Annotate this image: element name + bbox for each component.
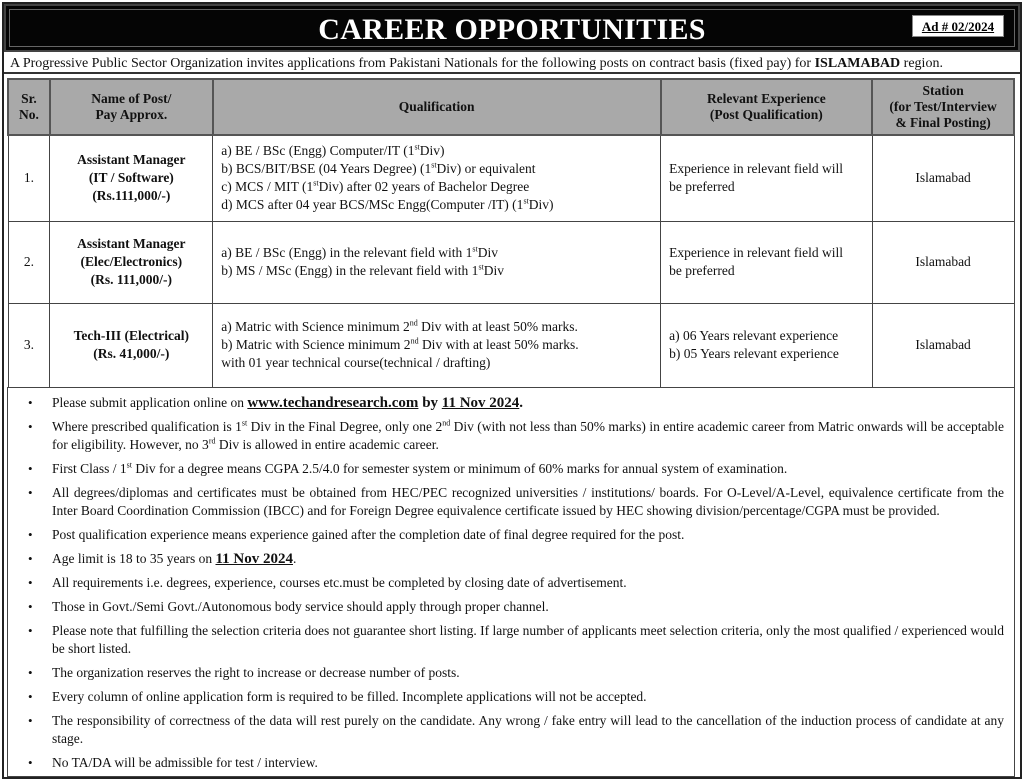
cell-sr: 2. xyxy=(8,221,50,303)
note-requirements: • All requirements i.e. degrees, experience, courses etc.must be completed by closing date of advertisement. xyxy=(28,575,627,590)
header-post: Name of Post/ Pay Approx. xyxy=(50,79,213,135)
bullet-icon: • xyxy=(28,665,33,680)
bullet-icon: • xyxy=(28,551,33,566)
intro-text xyxy=(4,54,1020,74)
intro-region: ISLAMABAD xyxy=(814,56,901,71)
jobs-table xyxy=(7,78,1015,388)
cell-station: Islamabad xyxy=(872,221,1014,303)
note-age-limit: • Age limit is 18 to 35 years on 11 Nov 2024. xyxy=(28,551,297,567)
note-application-form: • Every column of online application form is required to be filled. Incomplete applications will not be accepted. xyxy=(28,689,647,704)
cell-sr: 1. xyxy=(8,135,50,221)
note-responsibility: • The responsibility of correctness of the data will rest purely on the candidate. Any wrong / fake entry will lead to the cancellation of the induction process of candidate at any stage. xyxy=(28,713,1004,746)
age-limit-date: 11 Nov 2024 xyxy=(215,551,293,567)
bullet-icon: • xyxy=(28,461,33,476)
bullet-icon: • xyxy=(28,527,33,542)
cell-experience: a) 06 Years relevant experience b) 05 Years relevant experience xyxy=(661,303,873,387)
note-post-qualification: • Post qualification experience means experience gained after the completion date of final degree required for the post. xyxy=(28,527,685,542)
cell-qualification: a) BE / BSc (Engg) Computer/IT (1stDiv) b) BCS/BIT/BSE (04 Years Degree) (1stDiv) or equivalent c) MCS / MIT (1stDiv) after 02 years of Bachelor Degree d) MCS after 04 year BCS/MSc Engg(Computer /IT) (1stDiv) xyxy=(213,135,661,221)
note-submit-online: • Please submit application online on www.techandresearch.com by 11 Nov 2024. xyxy=(28,395,524,411)
cell-qualification: a) Matric with Science minimum 2nd Div with at least 50% marks. b) Matric with Science minimum 2nd Div with at least 50% marks. with 01 year technical course(technical / drafting) xyxy=(213,303,661,387)
cell-experience: Experience in relevant field will be preferred xyxy=(661,135,873,221)
bullet-icon: • xyxy=(28,419,33,434)
note-degrees: • All degrees/diplomas and certificates must be obtained from HEC/PEC recognized universities / institutions/ boards. For O-Level/A-Level, equivalence certificate from the Inter Board Coordination Commission (IBCC) and for Foreign Degree equivalence certificate issued by HEC showing division/percentage/CGPA must be provided. xyxy=(28,485,1004,518)
note-division-rule: • Where prescribed qualification is 1st Div in the Final Degree, only one 2nd Div (with not less than 50% marks) in entire academic career from Matric onwards will be acceptable for eligibility. However, no 3rd Div is allowed in entire academic career. xyxy=(28,418,1004,452)
header-sr: Sr. No. xyxy=(8,79,50,135)
bullet-icon: • xyxy=(28,689,33,704)
cell-experience: Experience in relevant field will be preferred xyxy=(661,221,873,303)
ad-number-badge: Ad # 02/2024 xyxy=(912,15,1004,37)
deadline-date: 11 Nov 2024 xyxy=(441,395,520,411)
cell-post: Assistant Manager (IT / Software) (Rs.111,000/-) xyxy=(50,135,213,221)
header-experience: Relevant Experience (Post Qualification) xyxy=(661,79,873,135)
note-first-class: • First Class / 1st Div for a degree means CGPA 2.5/4.0 for semester system or minimum of 60% marks for annual system of examination. xyxy=(28,460,788,476)
notes-section xyxy=(7,387,1015,777)
table-row xyxy=(8,303,1014,387)
table-header-row xyxy=(8,79,1014,135)
cell-sr: 3. xyxy=(8,303,50,387)
note-ta-da: • No TA/DA will be admissible for test / interview. xyxy=(28,755,318,770)
advertisement xyxy=(2,2,1022,779)
header-qualification: Qualification xyxy=(213,79,661,135)
bullet-icon: • xyxy=(28,599,33,614)
cell-post: Tech-III (Electrical) (Rs. 41,000/-) xyxy=(50,303,213,387)
website-link[interactable]: www.techandresearch.com xyxy=(247,395,419,411)
page-title: CAREER OPPORTUNITIES xyxy=(318,13,706,46)
bullet-icon: • xyxy=(28,623,33,638)
note-short-listing: • Please note that fulfilling the selection criteria does not guarantee short listing. If large number of applicants meet selection criteria, only the most qualified / experienced would be short listed. xyxy=(28,623,1004,656)
table-row xyxy=(8,221,1014,303)
bullet-icon: • xyxy=(28,575,33,590)
intro-text-after: region. xyxy=(900,56,943,71)
bullet-icon: • xyxy=(28,755,33,770)
cell-qualification: a) BE / BSc (Engg) in the relevant field with 1stDiv b) MS / MSc (Engg) in the relevant field with 1stDiv xyxy=(213,221,661,303)
intro-text-before: A Progressive Public Sector Organization invites applications from Pakistani Nationals for the following posts on contract basis (fixed pay) for xyxy=(10,56,815,71)
cell-station: Islamabad xyxy=(872,135,1014,221)
bullet-icon: • xyxy=(28,395,33,410)
note-number-of-posts: • The organization reserves the right to increase or decrease number of posts. xyxy=(28,665,460,680)
cell-station: Islamabad xyxy=(872,303,1014,387)
bullet-icon: • xyxy=(28,485,33,500)
bullet-icon: • xyxy=(28,713,33,728)
banner xyxy=(4,4,1020,52)
cell-post: Assistant Manager (Elec/Electronics) (Rs. 111,000/-) xyxy=(50,221,213,303)
note-govt-service: • Those in Govt./Semi Govt./Autonomous body service should apply through proper channel. xyxy=(28,599,549,614)
table-row xyxy=(8,135,1014,221)
header-station: Station (for Test/Interview & Final Posting) xyxy=(872,79,1014,135)
